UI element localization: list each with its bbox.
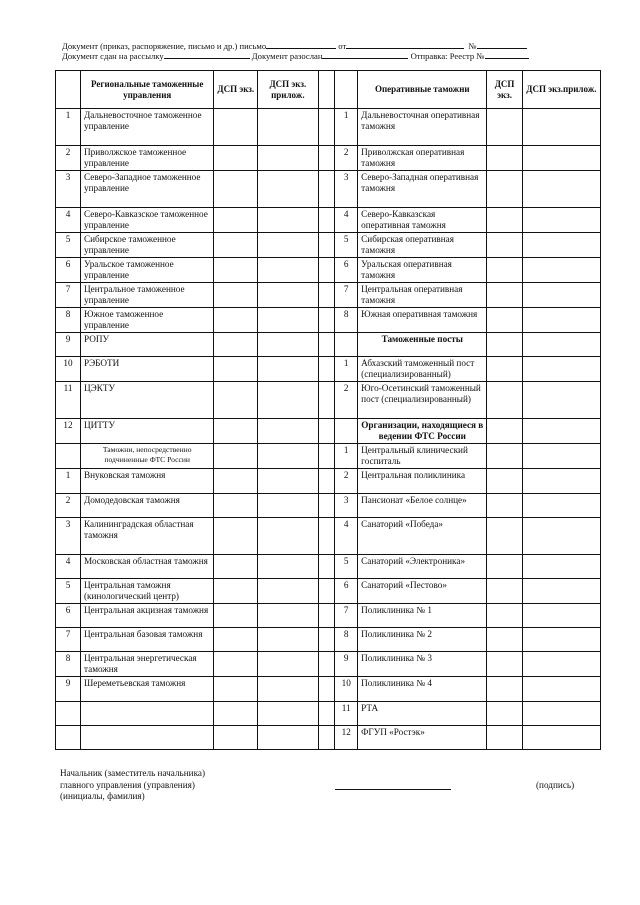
regional-office-name: РОПУ [81, 333, 214, 357]
dsp-ekz-right-cell[interactable] [487, 555, 522, 579]
dsp-pril-left-cell[interactable] [258, 702, 318, 726]
regional-office-name: Дальневосточное таможенное управление [81, 109, 214, 146]
dsp-ekz-left-cell[interactable] [214, 518, 258, 555]
operative-office-name: РТА [358, 702, 487, 726]
dsp-ekz-right-cell[interactable] [487, 444, 522, 469]
dsp-ekz-right-cell[interactable] [487, 171, 522, 208]
dsp-ekz-right-cell[interactable] [487, 419, 522, 444]
gap-cell [318, 604, 335, 628]
table-row [56, 171, 601, 208]
dsp-ekz-left-cell[interactable] [214, 469, 258, 494]
operative-office-name: Центральный клинический госпиталь [358, 444, 487, 469]
regional-office-name: Внуковская таможня [81, 469, 214, 494]
dsp-ekz-right-cell[interactable] [487, 258, 522, 283]
dsp-pril-right-cell[interactable] [522, 283, 600, 308]
distribution-table [55, 70, 601, 750]
dsp-ekz-left-cell[interactable] [214, 233, 258, 258]
regional-office-name: Центральная базовая таможня [81, 628, 214, 652]
dsp-ekz-right-cell[interactable] [487, 109, 522, 146]
dsp-pril-left-header: ДСП экз. прилож. [258, 71, 318, 109]
dsp-pril-right-cell[interactable] [522, 444, 600, 469]
left-row-number: 7 [56, 628, 81, 652]
dsp-pril-left-cell[interactable] [258, 652, 318, 677]
table-row [56, 604, 601, 628]
right-row-number: 5 [335, 555, 358, 579]
left-row-number: 10 [56, 357, 81, 382]
gap-cell [318, 208, 335, 233]
operative-office-name: Поликлиника № 4 [358, 677, 487, 702]
table-row [56, 494, 601, 518]
handed-label: Документ сдан на рассылку [62, 51, 164, 61]
operative-office-name: Поликлиника № 2 [358, 628, 487, 652]
left-row-number: 11 [56, 382, 81, 419]
gap-cell [318, 702, 335, 726]
dsp-pril-right-cell[interactable] [522, 171, 600, 208]
dsp-ekz-right-cell[interactable] [487, 652, 522, 677]
regional-office-name: Сибирское таможенное управление [81, 233, 214, 258]
left-row-number: 2 [56, 146, 81, 171]
dsp-ekz-left-cell[interactable] [214, 604, 258, 628]
operative-office-name: Абхазский таможенный пост (специализированный) [358, 357, 487, 382]
table-row [56, 109, 601, 146]
dsp-pril-left-cell[interactable] [258, 604, 318, 628]
operative-office-name: Центральная поликлиника [358, 469, 487, 494]
left-row-number: 4 [56, 208, 81, 233]
signature-label: (подпись) [536, 780, 575, 790]
dsp-pril-right-header: ДСП экз.прилож. [522, 71, 600, 109]
dsp-ekz-left-cell[interactable] [214, 494, 258, 518]
signature-line[interactable] [335, 789, 451, 790]
left-row-number [56, 726, 81, 750]
right-row-number: 1 [335, 444, 358, 469]
dsp-pril-left-cell[interactable] [258, 579, 318, 604]
right-row-number: 2 [335, 469, 358, 494]
dsp-pril-left-cell[interactable] [258, 469, 318, 494]
gap-cell [318, 283, 335, 308]
dsp-ekz-left-cell[interactable] [214, 283, 258, 308]
left-row-number: 5 [56, 579, 81, 604]
gap-cell [318, 146, 335, 171]
regional-office-name: Шереметьевская таможня [81, 677, 214, 702]
header-line-2 [62, 50, 529, 61]
dsp-pril-right-cell[interactable] [522, 469, 600, 494]
dsp-ekz-right-cell[interactable] [487, 579, 522, 604]
gap-cell [318, 677, 335, 702]
gap-cell [318, 628, 335, 652]
table-row [56, 258, 601, 283]
dsp-ekz-right-cell[interactable] [487, 233, 522, 258]
left-row-number: 9 [56, 333, 81, 357]
operative-office-name: Санаторий «Победа» [358, 518, 487, 555]
from-label: от [338, 41, 347, 51]
dsp-ekz-right-cell[interactable] [487, 604, 522, 628]
left-row-number: 6 [56, 258, 81, 283]
operative-office-name: ФГУП «Ростэк» [358, 726, 487, 750]
operative-office-name: Санаторий «Электроника» [358, 555, 487, 579]
doc-type-label: Документ (приказ, распоряжение, письмо и др.) письмо [62, 41, 267, 51]
operative-office-name: Поликлиника № 3 [358, 652, 487, 677]
dsp-pril-left-cell[interactable] [258, 283, 318, 308]
right-row-number: 7 [335, 604, 358, 628]
operative-office-name: Организации, находящиеся в ведении ФТС России [358, 419, 487, 444]
dsp-pril-left-cell[interactable] [258, 494, 318, 518]
dsp-pril-right-cell[interactable] [522, 726, 600, 750]
left-row-number: 2 [56, 494, 81, 518]
right-row-number: 12 [335, 726, 358, 750]
dsp-pril-right-cell[interactable] [522, 677, 600, 702]
dsp-pril-left-cell[interactable] [258, 233, 318, 258]
table-row [56, 308, 601, 333]
dsp-pril-left-cell[interactable] [258, 308, 318, 333]
right-row-number [335, 333, 358, 357]
dsp-pril-right-cell[interactable] [522, 604, 600, 628]
table-row [56, 419, 601, 444]
left-row-number: 1 [56, 469, 81, 494]
table-row [56, 555, 601, 579]
dsp-ekz-right-cell[interactable] [487, 726, 522, 750]
right-row-number: 2 [335, 146, 358, 171]
gap-cell [318, 518, 335, 555]
right-row-number: 1 [335, 357, 358, 382]
dsp-ekz-left-header: ДСП экз. [214, 71, 258, 109]
right-row-number: 10 [335, 677, 358, 702]
gap-cell [318, 382, 335, 419]
dsp-pril-left-cell[interactable] [258, 726, 318, 750]
dsp-ekz-right-cell[interactable] [487, 628, 522, 652]
table-row [56, 677, 601, 702]
right-row-number: 7 [335, 283, 358, 308]
right-row-number: 3 [335, 494, 358, 518]
dsp-ekz-left-cell[interactable] [214, 109, 258, 146]
dsp-pril-left-cell[interactable] [258, 555, 318, 579]
dsp-ekz-right-cell[interactable] [487, 357, 522, 382]
dsp-ekz-left-cell[interactable] [214, 333, 258, 357]
operative-office-name: Центральная оперативная таможня [358, 283, 487, 308]
dsp-ekz-right-cell[interactable] [487, 469, 522, 494]
regional-office-name: Центральная акцизная таможня [81, 604, 214, 628]
footer-initials: (инициалы, фамилия) [60, 791, 145, 801]
dsp-ekz-right-cell[interactable] [487, 208, 522, 233]
dsp-pril-left-cell[interactable] [258, 628, 318, 652]
left-row-number: 3 [56, 171, 81, 208]
number-label: № [468, 41, 477, 51]
dsp-ekz-left-cell[interactable] [214, 702, 258, 726]
left-row-number: 9 [56, 677, 81, 702]
operative-office-name: Дальневосточная оперативная таможня [358, 109, 487, 146]
gap-cell [318, 579, 335, 604]
dsp-ekz-left-cell[interactable] [214, 652, 258, 677]
dsp-pril-right-cell[interactable] [522, 357, 600, 382]
table-header-row [56, 71, 601, 109]
register-label: Реестр № [449, 51, 485, 61]
dsp-ekz-left-cell[interactable] [214, 628, 258, 652]
dsp-pril-right-cell[interactable] [522, 518, 600, 555]
regional-office-name [81, 726, 214, 750]
gap-header [318, 71, 335, 109]
dsp-pril-left-cell[interactable] [258, 333, 318, 357]
dsp-ekz-left-cell[interactable] [214, 357, 258, 382]
register-field[interactable] [485, 50, 529, 59]
dsp-ekz-left-cell[interactable] [214, 308, 258, 333]
dsp-ekz-left-cell[interactable] [214, 444, 258, 469]
left-row-number: 12 [56, 419, 81, 444]
dsp-pril-left-cell[interactable] [258, 382, 318, 419]
dsp-ekz-right-cell[interactable] [487, 494, 522, 518]
dsp-ekz-right-cell[interactable] [487, 382, 522, 419]
dsp-pril-left-cell[interactable] [258, 444, 318, 469]
table-row [56, 357, 601, 382]
dsp-pril-right-cell[interactable] [522, 146, 600, 171]
dsp-pril-left-cell[interactable] [258, 677, 318, 702]
left-row-number [56, 702, 81, 726]
gap-cell [318, 555, 335, 579]
gap-cell [318, 494, 335, 518]
left-num-header [56, 71, 81, 109]
dsp-pril-left-cell[interactable] [258, 109, 318, 146]
regional-office-name: Уральское таможенное управление [81, 258, 214, 283]
table-row [56, 726, 601, 750]
operative-office-name: Сибирская оперативная таможня [358, 233, 487, 258]
right-row-number: 5 [335, 233, 358, 258]
dsp-pril-left-cell[interactable] [258, 146, 318, 171]
left-row-number: 6 [56, 604, 81, 628]
dsp-pril-right-cell[interactable] [522, 109, 600, 146]
regional-office-name: ЦИТТУ [81, 419, 214, 444]
dsp-pril-left-cell[interactable] [258, 518, 318, 555]
operative-office-name: Таможенные посты [358, 333, 487, 357]
right-row-number: 2 [335, 382, 358, 419]
dsp-pril-right-cell[interactable] [522, 208, 600, 233]
regional-header: Региональные таможенные управления [81, 71, 214, 109]
dsp-ekz-right-header: ДСП экз. [487, 71, 522, 109]
dsp-pril-right-cell[interactable] [522, 382, 600, 419]
dsp-ekz-right-cell[interactable] [487, 308, 522, 333]
gap-cell [318, 333, 335, 357]
regional-office-name: Таможни, непосредственно подчиненные ФТС России [81, 444, 214, 469]
right-row-number: 8 [335, 628, 358, 652]
right-row-number: 11 [335, 702, 358, 726]
date-field[interactable] [346, 40, 464, 49]
left-row-number: 8 [56, 308, 81, 333]
dsp-pril-right-cell[interactable] [522, 494, 600, 518]
regional-office-name: Московская областная таможня [81, 555, 214, 579]
left-row-number: 1 [56, 109, 81, 146]
footer-block [60, 768, 205, 803]
gap-cell [318, 469, 335, 494]
right-row-number: 6 [335, 258, 358, 283]
operative-office-name: Санаторий «Пестово» [358, 579, 487, 604]
dsp-ekz-left-cell[interactable] [214, 258, 258, 283]
dsp-pril-right-cell[interactable] [522, 308, 600, 333]
regional-office-name: Калининградская областная таможня [81, 518, 214, 555]
dsp-pril-right-cell[interactable] [522, 628, 600, 652]
dsp-ekz-left-cell[interactable] [214, 382, 258, 419]
operative-header: Оперативные таможни [358, 71, 487, 109]
dsp-pril-right-cell[interactable] [522, 579, 600, 604]
footer-position-line-1: Начальник (заместитель начальника) [60, 768, 206, 778]
regional-office-name: Приволжское таможенное управление [81, 146, 214, 171]
dsp-ekz-left-cell[interactable] [214, 677, 258, 702]
footer-position-line-2: главного управления (управления) [60, 779, 195, 790]
operative-office-name: Приволжская оперативная таможня [358, 146, 487, 171]
gap-cell [318, 308, 335, 333]
operative-office-name: Пансионат «Белое солнце» [358, 494, 487, 518]
right-row-number: 6 [335, 579, 358, 604]
table-row [56, 444, 601, 469]
dsp-ekz-right-cell[interactable] [487, 333, 522, 357]
table-row [56, 146, 601, 171]
gap-cell [318, 652, 335, 677]
regional-office-name: Домодедовская таможня [81, 494, 214, 518]
dsp-pril-right-cell[interactable] [522, 652, 600, 677]
table-row [56, 652, 601, 677]
operative-office-name: Северо-Западная оперативная таможня [358, 171, 487, 208]
dsp-pril-right-cell[interactable] [522, 258, 600, 283]
right-row-number: 8 [335, 308, 358, 333]
table-row [56, 382, 601, 419]
right-row-number: 4 [335, 518, 358, 555]
regional-office-name: Южное таможенное управление [81, 308, 214, 333]
dsp-pril-left-cell[interactable] [258, 258, 318, 283]
gap-cell [318, 109, 335, 146]
left-row-number: 8 [56, 652, 81, 677]
right-row-number: 1 [335, 109, 358, 146]
dsp-pril-left-cell[interactable] [258, 357, 318, 382]
left-row-number: 3 [56, 518, 81, 555]
table-row [56, 208, 601, 233]
operative-office-name: Южная оперативная таможня [358, 308, 487, 333]
dsp-ekz-right-cell[interactable] [487, 283, 522, 308]
sent-label: Документ разослан [251, 51, 323, 61]
dsp-ekz-right-cell[interactable] [487, 518, 522, 555]
operative-office-name: Северо-Кавказская оперативная таможня [358, 208, 487, 233]
table-row [56, 233, 601, 258]
dsp-pril-right-cell[interactable] [522, 702, 600, 726]
left-row-number: 5 [56, 233, 81, 258]
right-num-header [335, 71, 358, 109]
left-row-number: 4 [56, 555, 81, 579]
dsp-pril-left-cell[interactable] [258, 208, 318, 233]
table-row [56, 333, 601, 357]
handed-field[interactable] [164, 50, 250, 59]
operative-office-name: Юго-Осетинский таможенный пост (специализированный) [358, 382, 487, 419]
dsp-ekz-left-cell[interactable] [214, 555, 258, 579]
regional-office-name: Северо-Западное таможенное управление [81, 171, 214, 208]
dsp-pril-right-cell[interactable] [522, 233, 600, 258]
table-row [56, 579, 601, 604]
gap-cell [318, 357, 335, 382]
sent-field[interactable] [322, 50, 408, 59]
regional-office-name: Центральное таможенное управление [81, 283, 214, 308]
table-row [56, 518, 601, 555]
gap-cell [318, 444, 335, 469]
right-row-number: 3 [335, 171, 358, 208]
regional-office-name: Центральная энергетическая таможня [81, 652, 214, 677]
dispatch-label: Отправка: [410, 51, 448, 61]
right-row-number [335, 419, 358, 444]
dsp-pril-left-cell[interactable] [258, 419, 318, 444]
table-row [56, 469, 601, 494]
regional-office-name: Центральная таможня (кинологический центр) [81, 579, 214, 604]
dsp-pril-left-cell[interactable] [258, 171, 318, 208]
dsp-ekz-left-cell[interactable] [214, 726, 258, 750]
dsp-ekz-right-cell[interactable] [487, 677, 522, 702]
gap-cell [318, 726, 335, 750]
gap-cell [318, 233, 335, 258]
right-row-number: 9 [335, 652, 358, 677]
left-row-number [56, 444, 81, 469]
regional-office-name: РЭБОТИ [81, 357, 214, 382]
regional-office-name [81, 702, 214, 726]
dsp-ekz-left-cell[interactable] [214, 579, 258, 604]
operative-office-name: Уральская оперативная таможня [358, 258, 487, 283]
dsp-ekz-right-cell[interactable] [487, 146, 522, 171]
table-row [56, 702, 601, 726]
gap-cell [318, 419, 335, 444]
dsp-ekz-right-cell[interactable] [487, 702, 522, 726]
regional-office-name: Северо-Кавказское таможенное управление [81, 208, 214, 233]
dsp-pril-right-cell[interactable] [522, 555, 600, 579]
gap-cell [318, 171, 335, 208]
dsp-ekz-left-cell[interactable] [214, 208, 258, 233]
number-field[interactable] [477, 40, 527, 49]
gap-cell [318, 258, 335, 283]
dsp-pril-right-cell[interactable] [522, 419, 600, 444]
dsp-ekz-left-cell[interactable] [214, 171, 258, 208]
table-row [56, 628, 601, 652]
regional-office-name: ЦЭКТУ [81, 382, 214, 419]
right-row-number: 4 [335, 208, 358, 233]
operative-office-name: Поликлиника № 1 [358, 604, 487, 628]
doc-type-field[interactable] [266, 40, 336, 49]
dsp-pril-right-cell[interactable] [522, 333, 600, 357]
dsp-ekz-left-cell[interactable] [214, 146, 258, 171]
table-row [56, 283, 601, 308]
dsp-ekz-left-cell[interactable] [214, 419, 258, 444]
left-row-number: 7 [56, 283, 81, 308]
